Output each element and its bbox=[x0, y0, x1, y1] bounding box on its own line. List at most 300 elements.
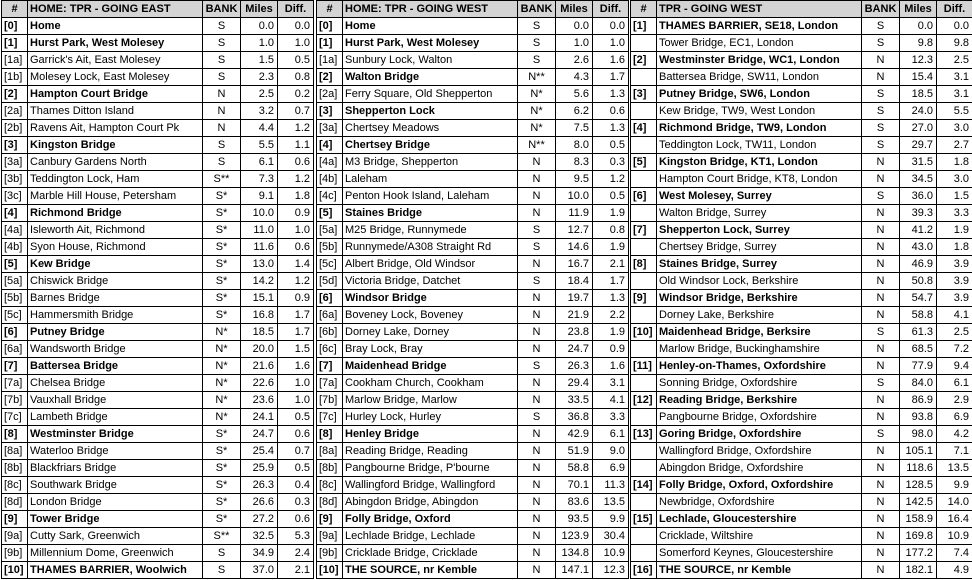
bank-value: S bbox=[203, 562, 241, 579]
bank-value: N bbox=[862, 511, 900, 528]
miles-value: 33.5 bbox=[556, 392, 593, 409]
diff-value: 1.0 bbox=[593, 35, 629, 52]
table-row bbox=[631, 494, 972, 511]
row-index: [7a] bbox=[317, 375, 343, 392]
bank-value: N bbox=[862, 171, 900, 188]
diff-value: 3.3 bbox=[937, 205, 972, 222]
bank-value: S bbox=[862, 137, 900, 154]
diff-value: 4.9 bbox=[937, 562, 972, 579]
diff-value: 3.9 bbox=[937, 290, 972, 307]
location-name: Tower Bridge, EC1, London bbox=[657, 35, 862, 52]
bank-value: S bbox=[518, 52, 556, 69]
bank-value: S bbox=[518, 358, 556, 375]
miles-value: 19.7 bbox=[556, 290, 593, 307]
table-row bbox=[2, 205, 314, 222]
row-index: [7b] bbox=[317, 392, 343, 409]
table-row bbox=[317, 256, 629, 273]
row-index: [8b] bbox=[317, 460, 343, 477]
table-row bbox=[317, 239, 629, 256]
miles-value: 8.3 bbox=[556, 154, 593, 171]
miles-value: 58.8 bbox=[900, 307, 937, 324]
diff-value: 0.7 bbox=[278, 443, 314, 460]
location-name: Marlow Bridge, Buckinghamshire bbox=[657, 341, 862, 358]
location-name: Abingdon Bridge, Oxfordshire bbox=[657, 460, 862, 477]
table-row bbox=[631, 477, 972, 494]
miles-value: 15.1 bbox=[241, 290, 278, 307]
diff-value: 0.5 bbox=[278, 409, 314, 426]
location-name: Walton Bridge bbox=[343, 69, 518, 86]
table-row bbox=[631, 222, 972, 239]
table-row bbox=[317, 120, 629, 137]
diff-value: 9.8 bbox=[937, 35, 972, 52]
row-index: [7] bbox=[2, 358, 28, 375]
row-index: [5c] bbox=[317, 256, 343, 273]
table-row bbox=[2, 443, 314, 460]
miles-value: 68.5 bbox=[900, 341, 937, 358]
miles-value: 24.0 bbox=[900, 103, 937, 120]
location-name: Henley-on-Thames, Oxfordshire bbox=[657, 358, 862, 375]
miles-value: 20.0 bbox=[241, 341, 278, 358]
miles-value: 93.8 bbox=[900, 409, 937, 426]
miles-value: 6.1 bbox=[241, 154, 278, 171]
row-index: [5a] bbox=[2, 273, 28, 290]
diff-value: 7.4 bbox=[937, 545, 972, 562]
bank-value: N bbox=[862, 239, 900, 256]
bank-value: N bbox=[518, 341, 556, 358]
table-row bbox=[2, 341, 314, 358]
row-index: [6b] bbox=[317, 324, 343, 341]
location-name: Hammersmith Bridge bbox=[28, 307, 203, 324]
location-name: Runnymede/A308 Straight Rd bbox=[343, 239, 518, 256]
location-name: Blackfriars Bridge bbox=[28, 460, 203, 477]
row-index bbox=[631, 528, 657, 545]
miles-value: 36.8 bbox=[556, 409, 593, 426]
table-row bbox=[631, 375, 972, 392]
diff-value: 1.0 bbox=[278, 35, 314, 52]
table-row bbox=[317, 443, 629, 460]
miles-value: 4.3 bbox=[556, 69, 593, 86]
bank-value: N bbox=[862, 477, 900, 494]
miles-value: 36.0 bbox=[900, 188, 937, 205]
bank-value: S bbox=[862, 324, 900, 341]
location-name: Dorney Lake, Dorney bbox=[343, 324, 518, 341]
table-row bbox=[2, 35, 314, 52]
table-row bbox=[631, 528, 972, 545]
location-name: Marble Hill House, Petersham bbox=[28, 188, 203, 205]
row-index: [8d] bbox=[317, 494, 343, 511]
diff-value: 0.6 bbox=[278, 239, 314, 256]
miles-value: 34.5 bbox=[900, 171, 937, 188]
miles-value: 11.0 bbox=[241, 222, 278, 239]
row-index bbox=[631, 545, 657, 562]
miles-value: 16.8 bbox=[241, 307, 278, 324]
location-name: Cutty Sark, Greenwich bbox=[28, 528, 203, 545]
table-row bbox=[2, 154, 314, 171]
row-index: [14] bbox=[631, 477, 657, 494]
bank-value: N bbox=[862, 273, 900, 290]
diff-value: 0.9 bbox=[278, 205, 314, 222]
row-index: [8] bbox=[317, 426, 343, 443]
row-index bbox=[631, 273, 657, 290]
location-name: Windsor Bridge, Berkshire bbox=[657, 290, 862, 307]
bank-value: N** bbox=[518, 137, 556, 154]
row-index: [9b] bbox=[317, 545, 343, 562]
diff-value: 6.9 bbox=[937, 409, 972, 426]
location-name: Folly Bridge, Oxford bbox=[343, 511, 518, 528]
location-name: Goring Bridge, Oxfordshire bbox=[657, 426, 862, 443]
row-index: [1] bbox=[631, 18, 657, 35]
header-title: HOME: TPR - GOING WEST bbox=[343, 1, 518, 18]
table-going-west-from-barrier bbox=[630, 0, 972, 579]
row-index: [6a] bbox=[2, 341, 28, 358]
row-index: [9] bbox=[2, 511, 28, 528]
location-name: Ravens Ait, Hampton Court Pk bbox=[28, 120, 203, 137]
bank-value: N bbox=[862, 528, 900, 545]
table-row bbox=[631, 358, 972, 375]
bank-value: S* bbox=[203, 188, 241, 205]
row-index: [5] bbox=[2, 256, 28, 273]
row-index: [2b] bbox=[2, 120, 28, 137]
miles-value: 61.3 bbox=[900, 324, 937, 341]
table-row bbox=[317, 341, 629, 358]
bank-value: S bbox=[518, 222, 556, 239]
diff-value: 2.2 bbox=[593, 307, 629, 324]
table-row bbox=[317, 171, 629, 188]
row-index: [0] bbox=[2, 18, 28, 35]
location-name: Hurst Park, West Molesey bbox=[343, 35, 518, 52]
diff-value: 9.9 bbox=[593, 511, 629, 528]
miles-value: 22.6 bbox=[241, 375, 278, 392]
table-row bbox=[631, 409, 972, 426]
location-name: Cricklade Bridge, Cricklade bbox=[343, 545, 518, 562]
location-name: Molesey Lock, East Molesey bbox=[28, 69, 203, 86]
row-index: [1a] bbox=[2, 52, 28, 69]
diff-value: 14.0 bbox=[937, 494, 972, 511]
diff-value: 5.5 bbox=[937, 103, 972, 120]
diff-value: 3.1 bbox=[937, 69, 972, 86]
miles-value: 7.5 bbox=[556, 120, 593, 137]
table-row bbox=[2, 86, 314, 103]
table-row bbox=[631, 171, 972, 188]
miles-value: 5.6 bbox=[556, 86, 593, 103]
table-row bbox=[2, 103, 314, 120]
row-index: [9a] bbox=[317, 528, 343, 545]
diff-value: 0.5 bbox=[278, 52, 314, 69]
bank-value: N bbox=[518, 256, 556, 273]
table-row bbox=[317, 52, 629, 69]
bank-value: S bbox=[518, 35, 556, 52]
miles-value: 3.2 bbox=[241, 103, 278, 120]
miles-value: 83.6 bbox=[556, 494, 593, 511]
table-row bbox=[2, 239, 314, 256]
table-row bbox=[631, 290, 972, 307]
table-row bbox=[317, 324, 629, 341]
diff-value: 16.4 bbox=[937, 511, 972, 528]
location-name: Bray Lock, Bray bbox=[343, 341, 518, 358]
diff-value: 1.7 bbox=[593, 273, 629, 290]
bank-value: S* bbox=[203, 477, 241, 494]
diff-value: 0.3 bbox=[278, 494, 314, 511]
bank-value: N bbox=[518, 205, 556, 222]
bank-value: N bbox=[518, 324, 556, 341]
row-index: [8c] bbox=[317, 477, 343, 494]
bank-value: S bbox=[518, 273, 556, 290]
table-row bbox=[631, 545, 972, 562]
bank-value: N bbox=[862, 443, 900, 460]
diff-value: 0.3 bbox=[593, 154, 629, 171]
diff-value: 1.5 bbox=[278, 341, 314, 358]
location-name: Hurst Park, West Molesey bbox=[28, 35, 203, 52]
location-name: Chertsey Meadows bbox=[343, 120, 518, 137]
miles-value: 142.5 bbox=[900, 494, 937, 511]
miles-value: 84.0 bbox=[900, 375, 937, 392]
bank-value: S bbox=[203, 154, 241, 171]
bank-value: N bbox=[862, 222, 900, 239]
diff-value: 0.2 bbox=[278, 86, 314, 103]
location-name: Richmond Bridge bbox=[28, 205, 203, 222]
header-diff: Diff. bbox=[937, 1, 972, 18]
bank-value: N* bbox=[518, 103, 556, 120]
location-name: Windsor Bridge bbox=[343, 290, 518, 307]
miles-value: 39.3 bbox=[900, 205, 937, 222]
row-index: [5] bbox=[631, 154, 657, 171]
table-row bbox=[2, 528, 314, 545]
diff-value: 0.8 bbox=[278, 69, 314, 86]
miles-value: 18.5 bbox=[900, 86, 937, 103]
table-row bbox=[317, 222, 629, 239]
bank-value: S bbox=[862, 375, 900, 392]
location-name: Walton Bridge, Surrey bbox=[657, 205, 862, 222]
row-index: [5b] bbox=[2, 290, 28, 307]
location-name: Victoria Bridge, Datchet bbox=[343, 273, 518, 290]
miles-value: 51.9 bbox=[556, 443, 593, 460]
miles-value: 58.8 bbox=[556, 460, 593, 477]
diff-value: 1.8 bbox=[937, 154, 972, 171]
location-name: Putney Bridge, SW6, London bbox=[657, 86, 862, 103]
diff-value: 0.4 bbox=[278, 477, 314, 494]
table-row bbox=[2, 460, 314, 477]
table-row bbox=[631, 205, 972, 222]
location-name: Battersea Bridge bbox=[28, 358, 203, 375]
bank-value: N bbox=[518, 460, 556, 477]
diff-value: 7.1 bbox=[937, 443, 972, 460]
miles-value: 128.5 bbox=[900, 477, 937, 494]
header-bank: BANK bbox=[203, 1, 241, 18]
diff-value: 3.1 bbox=[937, 86, 972, 103]
row-index: [16] bbox=[631, 562, 657, 579]
diff-value: 2.5 bbox=[937, 324, 972, 341]
miles-value: 37.0 bbox=[241, 562, 278, 579]
location-name: Newbridge, Oxfordshire bbox=[657, 494, 862, 511]
row-index bbox=[631, 171, 657, 188]
diff-value: 0.7 bbox=[278, 103, 314, 120]
location-name: Old Windsor Lock, Berkshire bbox=[657, 273, 862, 290]
location-name: Teddington Lock, TW11, London bbox=[657, 137, 862, 154]
row-index: [3c] bbox=[2, 188, 28, 205]
diff-value: 9.0 bbox=[593, 443, 629, 460]
diff-value: 0.9 bbox=[278, 290, 314, 307]
location-name: Sonning Bridge, Oxfordshire bbox=[657, 375, 862, 392]
row-index: [9] bbox=[317, 511, 343, 528]
bank-value: S* bbox=[203, 239, 241, 256]
table-row bbox=[317, 69, 629, 86]
location-name: Chertsey Bridge bbox=[343, 137, 518, 154]
location-name: Boveney Lock, Boveney bbox=[343, 307, 518, 324]
row-index: [9a] bbox=[2, 528, 28, 545]
table-row bbox=[317, 86, 629, 103]
table-row bbox=[317, 188, 629, 205]
bank-value: S bbox=[862, 120, 900, 137]
location-name: Thames Ditton Island bbox=[28, 103, 203, 120]
miles-value: 9.1 bbox=[241, 188, 278, 205]
row-index: [15] bbox=[631, 511, 657, 528]
bank-value: N bbox=[518, 392, 556, 409]
bank-value: S bbox=[203, 18, 241, 35]
bank-value: N* bbox=[518, 120, 556, 137]
header-miles: Miles bbox=[241, 1, 278, 18]
row-index: [9b] bbox=[2, 545, 28, 562]
table-row bbox=[2, 120, 314, 137]
row-index bbox=[631, 35, 657, 52]
miles-value: 23.8 bbox=[556, 324, 593, 341]
bank-value: S bbox=[203, 52, 241, 69]
diff-value: 1.9 bbox=[593, 239, 629, 256]
miles-value: 23.6 bbox=[241, 392, 278, 409]
miles-value: 46.9 bbox=[900, 256, 937, 273]
header-title: TPR - GOING WEST bbox=[657, 1, 862, 18]
diff-value: 13.5 bbox=[937, 460, 972, 477]
diff-value: 1.3 bbox=[593, 120, 629, 137]
table-row bbox=[2, 375, 314, 392]
row-index: [8c] bbox=[2, 477, 28, 494]
bank-value: N bbox=[203, 103, 241, 120]
bank-value: N bbox=[862, 341, 900, 358]
miles-value: 11.6 bbox=[241, 239, 278, 256]
miles-value: 1.0 bbox=[556, 35, 593, 52]
diff-value: 0.5 bbox=[278, 460, 314, 477]
bank-value: S* bbox=[203, 443, 241, 460]
location-name: Reading Bridge, Reading bbox=[343, 443, 518, 460]
table-row bbox=[317, 562, 629, 579]
diff-value: 10.9 bbox=[593, 545, 629, 562]
row-index: [3a] bbox=[2, 154, 28, 171]
miles-value: 13.0 bbox=[241, 256, 278, 273]
location-name: Millennium Dome, Greenwich bbox=[28, 545, 203, 562]
bank-value: S bbox=[862, 18, 900, 35]
row-index: [1] bbox=[2, 35, 28, 52]
miles-value: 77.9 bbox=[900, 358, 937, 375]
bank-value: N* bbox=[203, 375, 241, 392]
location-name: Sunbury Lock, Walton bbox=[343, 52, 518, 69]
table-row bbox=[2, 426, 314, 443]
miles-value: 24.7 bbox=[556, 341, 593, 358]
miles-value: 26.3 bbox=[241, 477, 278, 494]
location-name: London Bridge bbox=[28, 494, 203, 511]
bank-value: S bbox=[862, 103, 900, 120]
row-index: [6a] bbox=[317, 307, 343, 324]
miles-value: 147.1 bbox=[556, 562, 593, 579]
diff-value: 1.2 bbox=[278, 120, 314, 137]
diff-value: 0.6 bbox=[593, 103, 629, 120]
diff-value: 3.9 bbox=[937, 256, 972, 273]
miles-value: 2.6 bbox=[556, 52, 593, 69]
row-index bbox=[631, 205, 657, 222]
location-name: Hurley Lock, Hurley bbox=[343, 409, 518, 426]
header-row bbox=[2, 1, 314, 18]
table-row bbox=[2, 256, 314, 273]
miles-value: 0.0 bbox=[556, 18, 593, 35]
table-row bbox=[2, 222, 314, 239]
location-name: Kingston Bridge, KT1, London bbox=[657, 154, 862, 171]
diff-value: 6.1 bbox=[593, 426, 629, 443]
miles-value: 34.9 bbox=[241, 545, 278, 562]
diff-value: 3.0 bbox=[937, 120, 972, 137]
bank-value: N bbox=[862, 205, 900, 222]
bank-value: N bbox=[518, 171, 556, 188]
table-row bbox=[631, 443, 972, 460]
row-index: [3] bbox=[317, 103, 343, 120]
location-name: Shepperton Lock bbox=[343, 103, 518, 120]
row-index: [6] bbox=[317, 290, 343, 307]
diff-value: 1.7 bbox=[278, 307, 314, 324]
miles-value: 12.7 bbox=[556, 222, 593, 239]
location-name: THAMES BARRIER, SE18, London bbox=[657, 18, 862, 35]
table-row bbox=[631, 137, 972, 154]
diff-value: 3.0 bbox=[937, 171, 972, 188]
miles-value: 7.3 bbox=[241, 171, 278, 188]
diff-value: 1.5 bbox=[937, 188, 972, 205]
miles-value: 25.9 bbox=[241, 460, 278, 477]
table-row bbox=[317, 426, 629, 443]
diff-value: 1.0 bbox=[278, 222, 314, 239]
bank-value: N bbox=[518, 426, 556, 443]
location-name: Home bbox=[343, 18, 518, 35]
location-name: Syon House, Richmond bbox=[28, 239, 203, 256]
miles-value: 24.7 bbox=[241, 426, 278, 443]
row-index: [3] bbox=[2, 137, 28, 154]
row-index: [3b] bbox=[2, 171, 28, 188]
location-name: West Molesey, Surrey bbox=[657, 188, 862, 205]
diff-value: 1.2 bbox=[278, 273, 314, 290]
miles-value: 25.4 bbox=[241, 443, 278, 460]
bank-value: N bbox=[862, 409, 900, 426]
bank-value: N bbox=[518, 545, 556, 562]
table-row bbox=[631, 239, 972, 256]
bank-value: S* bbox=[203, 426, 241, 443]
location-name: Canbury Gardens North bbox=[28, 154, 203, 171]
diff-value: 3.9 bbox=[937, 273, 972, 290]
table-row bbox=[631, 86, 972, 103]
diff-value: 2.7 bbox=[937, 137, 972, 154]
row-index: [7b] bbox=[2, 392, 28, 409]
miles-value: 2.5 bbox=[241, 86, 278, 103]
row-index: [1a] bbox=[317, 52, 343, 69]
bank-value: S* bbox=[203, 290, 241, 307]
diff-value: 1.9 bbox=[937, 222, 972, 239]
location-name: Reading Bridge, Berkshire bbox=[657, 392, 862, 409]
table-row bbox=[2, 511, 314, 528]
location-name: Maidenhead Bridge bbox=[343, 358, 518, 375]
location-name: Wandsworth Bridge bbox=[28, 341, 203, 358]
row-index: [4] bbox=[317, 137, 343, 154]
location-name: Tower Bridge bbox=[28, 511, 203, 528]
row-index: [0] bbox=[317, 18, 343, 35]
diff-value: 0.5 bbox=[593, 137, 629, 154]
bank-value: S bbox=[862, 426, 900, 443]
diff-value: 0.0 bbox=[278, 18, 314, 35]
miles-value: 27.0 bbox=[900, 120, 937, 137]
table-row bbox=[631, 18, 972, 35]
